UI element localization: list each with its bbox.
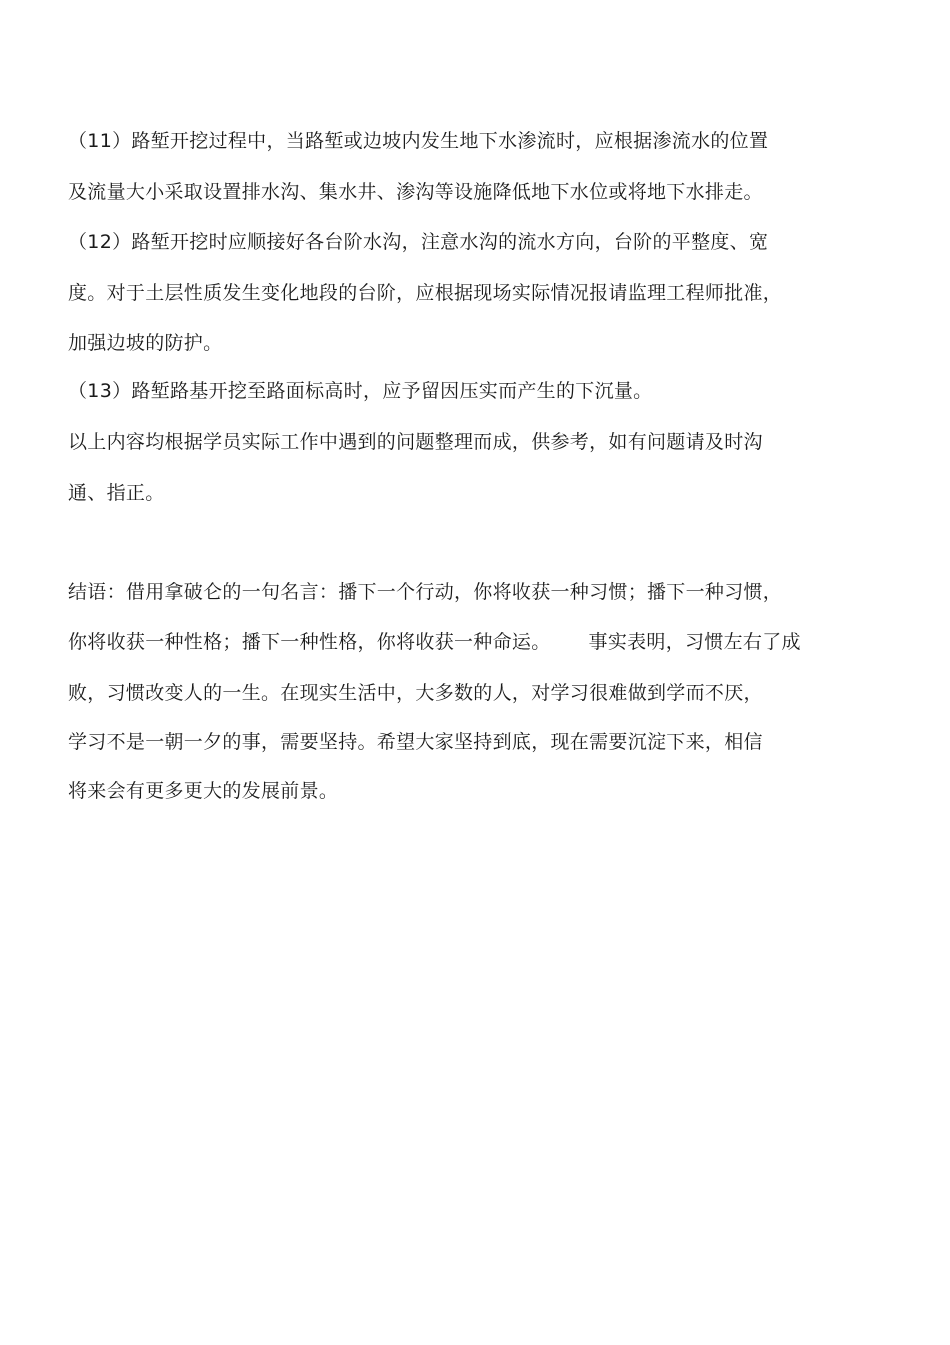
paragraph-12-line-1: （12）路堑开挖时应顺接好各台阶水沟，注意水沟的流水方向，台阶的平整度、宽 — [68, 231, 769, 253]
closing-line-2-part-b: 事实表明，习惯左右了成 — [588, 631, 801, 653]
paragraph-11-line-2: 及流量大小采取设置排水沟、集水井、渗沟等设施降低地下水位或将地下水排走。 — [68, 181, 763, 203]
closing-line-5: 将来会有更多更大的发展前景。 — [68, 780, 339, 802]
paragraph-11-line-1: （11）路堑开挖过程中，当路堑或边坡内发生地下水渗流时，应根据渗流水的位置 — [68, 130, 769, 152]
paragraph-12-line-3: 加强边坡的防护。 — [68, 332, 223, 354]
closing-line-1: 结语：借用拿破仑的一句名言：播下一个行动，你将收获一种习惯；播下一种习惯， — [68, 581, 783, 603]
note-line-2: 通、指正。 — [68, 482, 165, 504]
paragraph-13-line-1: （13）路堑路基开挖至路面标高时，应予留因压实而产生的下沉量。 — [68, 380, 653, 402]
paragraph-12-line-2: 度。对于土层性质发生变化地段的台阶，应根据现场实际情况报请监理工程师批准， — [68, 282, 783, 304]
closing-line-3: 败，习惯改变人的一生。在现实生活中，大多数的人，对学习很难做到学而不厌， — [68, 682, 763, 704]
closing-line-4: 学习不是一朝一夕的事，需要坚持。希望大家坚持到底，现在需要沉淀下来，相信 — [68, 731, 763, 753]
closing-line-2-part-a: 你将收获一种性格；播下一种性格，你将收获一种命运。 — [68, 631, 551, 653]
note-line-1: 以上内容均根据学员实际工作中遇到的问题整理而成，供参考，如有问题请及时沟 — [68, 431, 763, 453]
closing-line-2 — [68, 630, 801, 654]
